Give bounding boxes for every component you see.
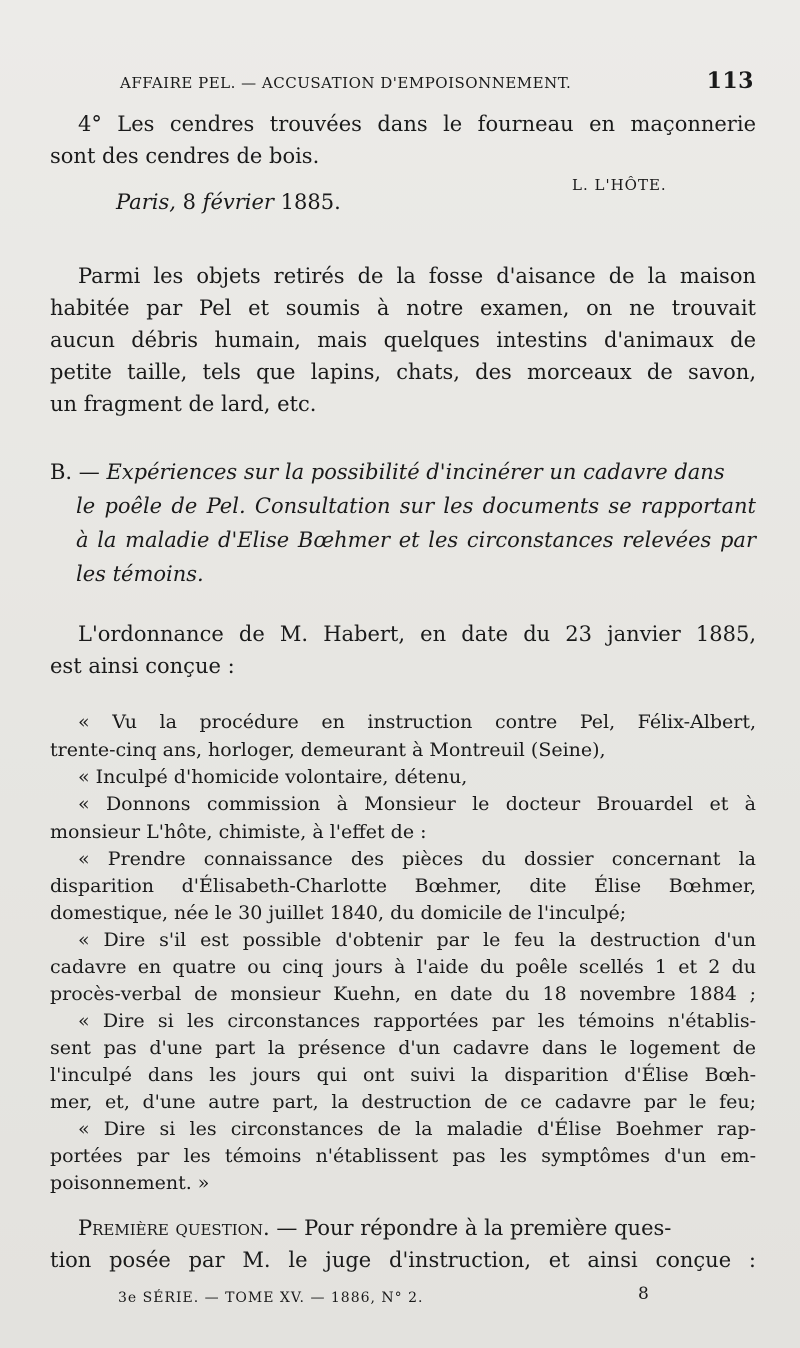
running-header [120, 68, 760, 94]
quote-line-7: disparition d'Élisabeth-Charlotte Bœhmer, dite Élise Bœhmer, [50, 875, 756, 897]
section-b-title-1: Expériences sur la possibilité d'incinérer un cadavre dans [106, 460, 725, 484]
quote-line-10: cadavre en quatre ou cinq jours à l'aide du poêle scellés 1 et 2 du [50, 956, 756, 978]
para4-line-2: sont des cendres de bois. [50, 144, 320, 168]
section-b-label: B. — [50, 460, 100, 484]
page-number: 113 [706, 68, 754, 94]
footer-series: 3e SÉRIE. — TOME XV. — 1886, N° 2. [118, 1290, 424, 1306]
premiere-question-text-1: — Pour répondre à la première ques- [269, 1216, 672, 1240]
premiere-question-line-1 [78, 1214, 756, 1242]
fosse-line-2: habitée par Pel et soumis à notre examen, on ne trouvait [50, 296, 756, 320]
ordonnance-line-2: est ainsi conçue : [50, 654, 235, 678]
quote-line-11: procès-verbal de monsieur Kuehn, en date du 18 novembre 1884 ; [50, 983, 756, 1005]
quote-line-17: portées par les témoins n'établissent pas les symptômes d'un em- [50, 1145, 756, 1167]
premiere-question-label: Première question. [78, 1216, 270, 1240]
fosse-line-5: un fragment de lard, etc. [50, 392, 317, 416]
section-b-line-1 [50, 458, 756, 486]
quote-line-12: « Dire si les circonstances rapportées par les témoins n'établis- [78, 1010, 756, 1032]
quote-line-1: « Vu la procédure en instruction contre Pel, Félix-Albert, [78, 711, 756, 733]
section-b-line-3: à la maladie d'Elise Bœhmer et les circonstances relevées par [76, 528, 756, 552]
section-b-line-2: le poêle de Pel. Consultation sur les documents se rapportant [76, 494, 756, 518]
sheet-signature: 8 [638, 1284, 650, 1304]
fosse-line-4: petite taille, tels que lapins, chats, des morceaux de savon, [50, 360, 756, 384]
date-place: Paris, [116, 190, 176, 214]
date-month: février [202, 190, 274, 214]
quote-line-13: sent pas d'une part la présence d'un cadavre dans le logement de [50, 1037, 756, 1059]
para4-line-1: 4° Les cendres trouvées dans le fourneau en maçonnerie [78, 112, 756, 136]
quote-line-8: domestique, née le 30 juillet 1840, du domicile de l'inculpé; [50, 902, 627, 924]
page-footer [118, 1284, 650, 1306]
quote-line-6: « Prendre connaissance des pièces du dossier concernant la [78, 848, 756, 870]
section-b-line-4: les témoins. [76, 562, 204, 586]
quote-line-14: l'inculpé dans les jours qui ont suivi la disparition d'Élise Bœh- [50, 1064, 756, 1086]
fosse-line-1: Parmi les objets retirés de la fosse d'aisance de la maison [78, 264, 756, 288]
quote-line-15: mer, et, d'une autre part, la destruction de ce cadavre par le feu; [50, 1091, 756, 1113]
date-year: 1885. [280, 190, 341, 214]
ordonnance-line-1: L'ordonnance de M. Habert, en date du 23 janvier 1885, [78, 622, 756, 646]
running-title: AFFAIRE PEL. — ACCUSATION D'EMPOISONNEMENT. [120, 74, 572, 92]
signature: L. L'HÔTE. [572, 176, 667, 194]
quote-line-18: poisonnement. » [50, 1172, 210, 1194]
quote-line-16: « Dire si les circonstances de la maladie d'Élise Boehmer rap- [78, 1118, 756, 1140]
quote-line-5: monsieur L'hôte, chimiste, à l'effet de : [50, 821, 427, 843]
premiere-question-line-2: tion posée par M. le juge d'instruction, et ainsi conçue : [50, 1248, 756, 1272]
fosse-line-3: aucun débris humain, mais quelques intestins d'animaux de [50, 328, 756, 352]
quote-line-2: trente-cinq ans, horloger, demeurant à Montreuil (Seine), [50, 739, 606, 761]
date-day: 8 [182, 190, 196, 214]
quote-line-4: « Donnons commission à Monsieur le docteur Brouardel et à [78, 793, 756, 815]
date-line [116, 190, 341, 214]
quote-line-9: « Dire s'il est possible d'obtenir par le feu la destruction d'un [78, 929, 756, 951]
quote-line-3: « Inculpé d'homicide volontaire, détenu, [78, 766, 468, 788]
